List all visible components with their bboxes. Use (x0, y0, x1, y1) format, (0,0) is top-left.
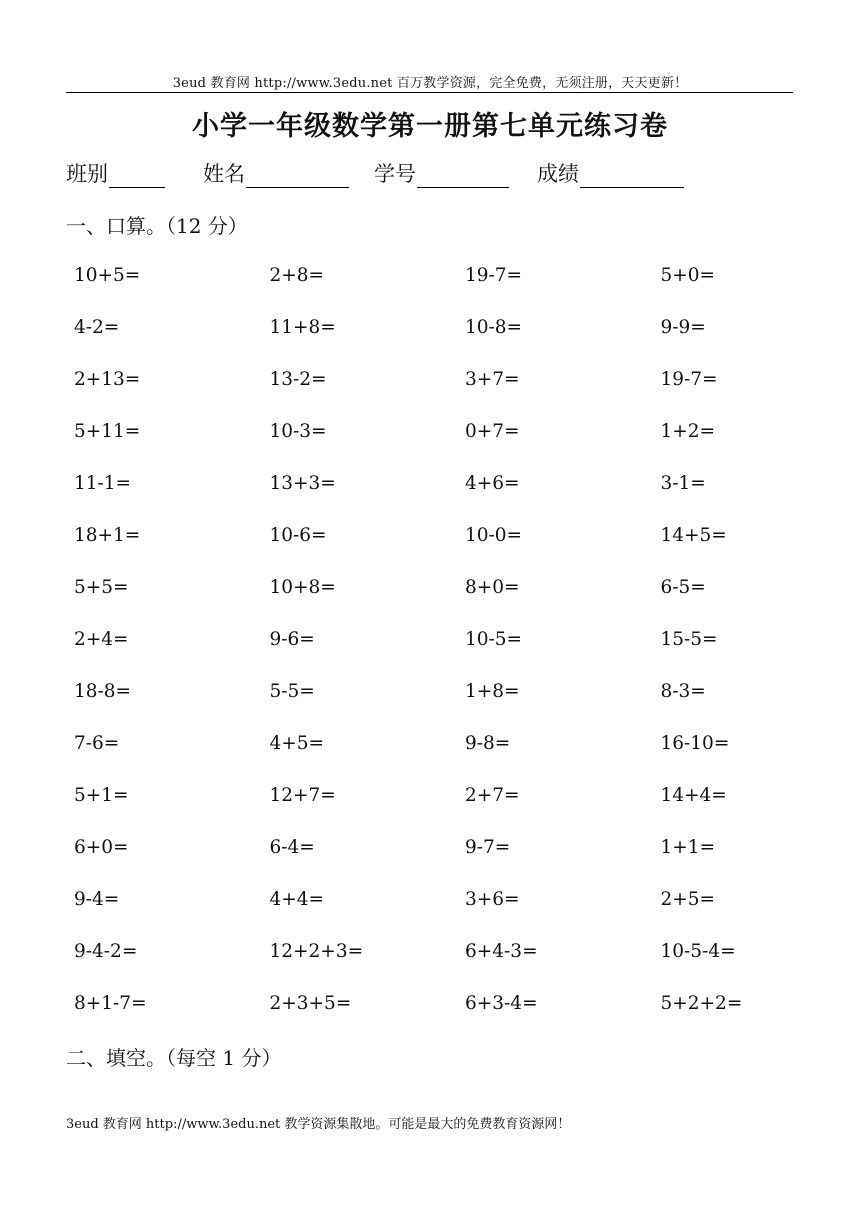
math-problem: 3-1= (660, 473, 706, 494)
math-problem: 10-3= (269, 421, 327, 442)
math-problem: 4+4= (269, 889, 325, 910)
problem-row (74, 522, 856, 574)
math-problem: 8+0= (465, 577, 520, 598)
math-problem: 2+5= (660, 889, 716, 910)
math-problem: 0+7= (465, 421, 520, 442)
math-problem: 18+1= (74, 525, 141, 546)
class-blank[interactable] (109, 165, 165, 188)
math-problem: 10-5-4= (660, 941, 736, 962)
math-problem: 12+7= (269, 785, 336, 806)
math-problem: 1+1= (660, 837, 716, 858)
class-label: 班别 (66, 162, 108, 186)
math-problem: 3+6= (465, 889, 520, 910)
math-problem: 1+8= (465, 681, 520, 702)
math-problem: 3+7= (465, 369, 520, 390)
math-problem: 8-3= (660, 681, 706, 702)
math-problem: 5-5= (269, 681, 315, 702)
math-problem: 6-5= (660, 577, 706, 598)
math-problem: 10+5= (74, 265, 141, 286)
math-problem: 9-9= (660, 317, 706, 338)
math-problem: 4+6= (465, 473, 520, 494)
problem-row (74, 262, 856, 314)
math-problem: 9-7= (465, 837, 511, 858)
problem-row (74, 574, 856, 626)
math-problem: 2+4= (74, 629, 129, 650)
problem-row (74, 418, 856, 470)
math-problem: 10-0= (465, 525, 523, 546)
math-problem: 5+1= (74, 785, 129, 806)
student-info-row (66, 158, 714, 188)
score-field (537, 158, 684, 188)
score-label: 成绩 (537, 162, 579, 186)
math-problem: 7-6= (74, 733, 120, 754)
math-problem: 1+2= (660, 421, 716, 442)
math-problem: 10-6= (269, 525, 327, 546)
section-1-title: 一、口算。（12 分） (66, 214, 248, 238)
math-problem: 5+11= (74, 421, 141, 442)
math-problem: 9-4= (74, 889, 120, 910)
math-problem: 13+3= (269, 473, 336, 494)
problem-row (74, 990, 856, 1042)
math-problem: 9-4-2= (74, 941, 138, 962)
student-number-blank[interactable] (417, 165, 509, 188)
student-number-field (374, 158, 509, 188)
class-field (66, 158, 165, 188)
math-problem: 6-4= (269, 837, 315, 858)
math-problem: 10-5= (465, 629, 523, 650)
math-problem: 2+8= (269, 265, 325, 286)
page-title: 小学一年级数学第一册第七单元练习卷 (192, 111, 668, 142)
math-problem: 4+5= (269, 733, 325, 754)
math-problem: 13-2= (269, 369, 327, 390)
math-problem: 10-8= (465, 317, 523, 338)
math-problem: 12+2+3= (269, 941, 364, 962)
math-problem: 5+2+2= (660, 993, 743, 1014)
page-footer: 3eud 教育网 http://www.3edu.net 教学资源集散地。可能是最大的免费教育资源网！ (66, 1117, 571, 1132)
problem-row (74, 782, 856, 834)
math-problem: 14+5= (660, 525, 727, 546)
math-problem: 6+0= (74, 837, 129, 858)
mental-math-grid (74, 262, 856, 1042)
math-problem: 6+3-4= (465, 993, 538, 1014)
math-problem: 2+3+5= (269, 993, 352, 1014)
math-problem: 10+8= (269, 577, 336, 598)
math-problem: 18-8= (74, 681, 132, 702)
problem-row (74, 834, 856, 886)
name-blank[interactable] (246, 165, 349, 188)
math-problem: 11-1= (74, 473, 132, 494)
math-problem: 11+8= (269, 317, 336, 338)
problem-row (74, 938, 856, 990)
problem-row (74, 470, 856, 522)
math-problem: 9-6= (269, 629, 315, 650)
problem-row (74, 314, 856, 366)
header-divider (66, 92, 793, 93)
name-label: 姓名 (203, 162, 245, 186)
math-problem: 2+13= (74, 369, 141, 390)
problem-row (74, 626, 856, 678)
math-problem: 6+4-3= (465, 941, 538, 962)
score-blank[interactable] (580, 165, 684, 188)
math-problem: 16-10= (660, 733, 730, 754)
section-2-title: 二、填空。（每空 1 分） (66, 1046, 282, 1070)
math-problem: 5+5= (74, 577, 129, 598)
math-problem: 9-8= (465, 733, 511, 754)
page-header: 3eud 教育网 http://www.3edu.net 百万教学资源，完全免费，无须注册，天天更新！ (172, 76, 688, 91)
problem-row (74, 730, 856, 782)
math-problem: 14+4= (660, 785, 727, 806)
math-problem: 2+7= (465, 785, 520, 806)
math-problem: 5+0= (660, 265, 716, 286)
name-field (203, 158, 349, 188)
math-problem: 19-7= (465, 265, 523, 286)
math-problem: 19-7= (660, 369, 718, 390)
math-problem: 4-2= (74, 317, 120, 338)
problem-row (74, 678, 856, 730)
math-problem: 8+1-7= (74, 993, 147, 1014)
problem-row (74, 366, 856, 418)
math-problem: 15-5= (660, 629, 718, 650)
problem-row (74, 886, 856, 938)
student-number-label: 学号 (374, 162, 416, 186)
